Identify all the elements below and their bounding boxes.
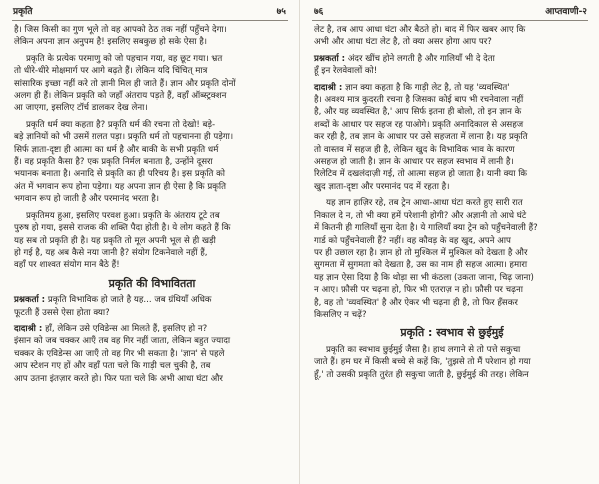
text-line: वहाँ पर शाश्वत संयोग मान बैठे हैं! bbox=[14, 260, 120, 271]
text-line: पर ही उछाल रहा है। ज्ञान हो तो मुश्किल में मुश्किल को देखता है और bbox=[314, 247, 528, 258]
right-running-header: आप्तवाणी-२ bbox=[545, 7, 587, 17]
left-paragraph bbox=[14, 119, 290, 206]
dadashri-label: दादाश्री : bbox=[314, 82, 343, 93]
text-line: किसलिए न चढ़ें? bbox=[314, 309, 367, 320]
right-paragraph bbox=[314, 344, 590, 381]
text-line: हैं। वह प्रकृति कैसा है? एक प्रकृति निर्मल बनाता है, उन्होंने दूसरा bbox=[14, 157, 213, 168]
text-line: हो गई है, यह अब कैसे नया जानी है? संयोग टिकनेवाले नहीं हैं, bbox=[14, 247, 208, 258]
text-line: अंदर खींच होने लगती है और गालियाँ भी दे देता bbox=[347, 53, 495, 64]
text-line: है। जिस किसी का गुण भूले तो वह आपको ठेठ तक नहीं पहुँचने देगा। bbox=[14, 25, 227, 35]
left-running-header: प्रकृति bbox=[13, 7, 33, 17]
text-line: सांसारिक इच्छा नहीं करे तो ज्ञानी मिल ही जाते हैं। ज्ञान और प्रकृति दोनों bbox=[14, 78, 236, 89]
text-line: निकाल दे न, तो भी क्या हमें परेशानी होगी? और अज्ञानी तो आधे घंटे bbox=[314, 210, 527, 221]
text-line: सिर्फ ज्ञाता-दृष्टा ही आत्मा का धर्म है और बाकी के सभी प्रकृति धर्म bbox=[14, 144, 219, 155]
left-body-text bbox=[14, 24, 290, 389]
left-paragraph bbox=[14, 210, 290, 272]
text-line: भयानक बनाता है। अनादि से प्रकृति का ही परिचय है। इस प्रकृति को bbox=[14, 169, 225, 180]
section-heading: प्रकृति : स्वभाव से छुईमुई bbox=[400, 326, 504, 340]
text-line: यह ज्ञान हाज़िर रहे, तब ट्रेन आधा-आधा घंटा करते हुए सारी रात bbox=[326, 198, 523, 209]
text-line: लेट है, तब आप आधा घंटा और बैठते हो। बाद में फिर खबर आए कि bbox=[314, 25, 526, 35]
qa-question bbox=[14, 294, 290, 319]
qa-answer bbox=[314, 82, 590, 194]
text-line: अभी और आधा घंटा लेट है, तो क्या असर होगा आप पर? bbox=[314, 37, 492, 48]
text-line: यह सब तो प्रकृति ही है। यह प्रकृति तो मूल अपनी भूल से ही खड़ी bbox=[14, 235, 216, 246]
dadashri-label: दादाश्री : bbox=[14, 323, 43, 334]
text-line: अंत में भगवान रूप होना पड़ेगा। यह अपना ज्ञान ही ऐसा है कि प्रकृति bbox=[14, 181, 226, 192]
text-line: प्रकृति धर्म क्या कहता है? प्रकृति धर्म की रचना तो देखो! बड़े- bbox=[26, 119, 216, 130]
text-line: ज्ञान क्या कहता है कि गाड़ी लेट है, तो यह 'व्यवस्थित' bbox=[345, 82, 510, 93]
text-line: तो धीरे-धीरे मोक्षमार्ग पर आगे बढ़ते हैं। लेकिन यदि चिंचित् मात्र bbox=[14, 66, 208, 77]
right-body-text bbox=[314, 24, 590, 385]
right-page-number: ७६ bbox=[314, 7, 324, 17]
left-header-rule bbox=[12, 20, 288, 21]
text-line: चक्कर के एविडेन्स आ जाएँ तो वह गिर भी सकता है। 'ज्ञान' से पहले bbox=[14, 348, 225, 359]
text-line: में कितनी ही गालियाँ सुना देता है। ये गालियाँ क्या ट्रेन को पहुँचनेवाली हैं? bbox=[314, 223, 538, 234]
text-line: हूँ,' तो उसकी प्रकृति तुरंत ही सकुचा जाती है, छुईमुई की तरह। लेकिन bbox=[314, 369, 529, 380]
text-line: पुरुष हो गया, इससे राजक की शक्ति पैदा होती है। ये लोग कहते हैं कि bbox=[14, 223, 231, 234]
left-page-number: ७५ bbox=[276, 7, 286, 17]
questioner-label: प्रश्नकर्ता : bbox=[314, 53, 346, 64]
text-line: गार्ड को पहुँचनेवाली हैं? नहीं। वह कौवड़ के वह खुद, अपने आप bbox=[314, 235, 511, 246]
text-line: इंसान को जब चक्कर आएँ तब वह गिर नहीं जाता, लेकिन बहुत ज्यादा bbox=[14, 336, 231, 347]
text-line: आप उतना इंतज़ार करते हो। फिर पता चले कि अभी आधा घंटा और bbox=[14, 373, 223, 384]
right-page bbox=[300, 0, 599, 484]
text-line: प्रकृतिमय हुआ, इसलिए परवश हुआ। प्रकृति के अंतराय टूटे तब bbox=[26, 210, 220, 221]
text-line: हाँ, लेकिन उसे एविडेन्स आ मिलते हैं, इसलिए हो न? bbox=[45, 323, 208, 334]
right-paragraph bbox=[314, 24, 590, 49]
questioner-label: प्रश्नकर्ता : bbox=[14, 295, 46, 306]
left-paragraph bbox=[14, 24, 290, 49]
text-line: यह ज्ञान ऐसा दिया है कि थोड़ा सा भी कंठला (उकता जाना, चिढ़ जाना) bbox=[314, 272, 534, 283]
text-line: बड़े ज्ञानियों को भी उसमें ग़लत पड़ा। प्रकृति धर्म तो पहचानना ही पड़ेगा। bbox=[14, 132, 234, 143]
text-line: खुद ज्ञाता-दृष्टा और परमानंद पद में रहता है। bbox=[314, 181, 450, 192]
text-line: असहज हो जाती है। ज्ञान के आधार पर सहज स्वभाव में लानी है। bbox=[314, 157, 514, 168]
text-line: जाते हैं। हम घर में किसी बच्चे से कहें कि, 'तुझसे तो मैं परेशान हो गया bbox=[314, 357, 531, 368]
text-line: न आए। फ़ौसी पर चढ़ना हो, फिर भी एतराज़ न हो। फ़ौसी पर चढ़ना bbox=[314, 285, 523, 296]
qa-question bbox=[314, 53, 590, 78]
text-line: भगवान रूप हो जाती है और परमानंद भरता है। bbox=[14, 194, 160, 205]
text-line: शब्दों के आधार पर सहज रह पाओगे। प्रकृति अनादिकाल से असहज bbox=[314, 119, 524, 130]
text-line: अलग ही हैं। लेकिन प्रकृति को जहाँ अंतराय पड़ते हैं, वहाँ ऑब्स्ट्रक्शन bbox=[14, 91, 227, 102]
text-line: आ जाएगा, इसलिए टॉर्च डालकर देख लेना। bbox=[14, 103, 148, 114]
left-paragraph bbox=[14, 53, 290, 115]
section-heading: प्रकृति की विभावितता bbox=[108, 276, 196, 290]
right-header-rule bbox=[312, 20, 588, 21]
text-line: प्रकृति का स्वभाव छुईमुई जैसा है। हाथ लगाने से तो पत्ते सकुचा bbox=[326, 344, 521, 355]
qa-answer bbox=[14, 323, 290, 385]
text-line: फूटती हैं उससे ऐसा होता क्या? bbox=[14, 307, 110, 318]
text-line: सुगमता में सुगमता को देखता है, उस का नाम ही सहज आत्मा। हमारा bbox=[314, 260, 528, 271]
text-line: है। अवश्य मात्र कुदरती रचना है जिसका कोई बाप भी रचनेवाला नहीं bbox=[314, 95, 524, 106]
text-line: है, वह तो 'व्यवस्थित' है और ऐकर भी चढ़ना ही है, तो फिर हँसकर bbox=[314, 297, 518, 308]
text-line: कर रही है, तब ज्ञान के आधार पर उसे सहजता में लाना है। यह प्रकृति bbox=[314, 132, 528, 143]
text-line: तो वास्तव में सहज ही है, लेकिन खुद के विभाविक भाव के कारण bbox=[314, 144, 515, 155]
text-line: प्रकृति विभाविक हो जाते है यह... जब ग्रंथियाँ अधिक bbox=[47, 295, 212, 306]
text-line: हूँ इन रेलवेवालों को! bbox=[314, 66, 378, 77]
text-line: आप स्टेशन गए हों और वहाँ पता चले कि गाड़ी चल चुकी है, तब bbox=[14, 361, 211, 372]
text-line: है, और यह व्यवस्थित है,' आप सिर्फ इतना ही बोलो, तो इन ज्ञान के bbox=[314, 107, 522, 118]
right-paragraph bbox=[314, 197, 590, 321]
text-line: लेकिन अपना ज्ञान अनुपम है! इसलिए सबकुछ हो सके ऐसा है। bbox=[14, 37, 208, 48]
text-line: प्रकृति के प्रत्येक परमाणु को जो पहचान गया, वह छूट गया। भ्रत bbox=[26, 53, 223, 64]
text-line: रिलेटिव में दखलंदाज़ी गई, तो आत्मा सहज हो जाता है। यानी क्या कि bbox=[314, 169, 528, 180]
